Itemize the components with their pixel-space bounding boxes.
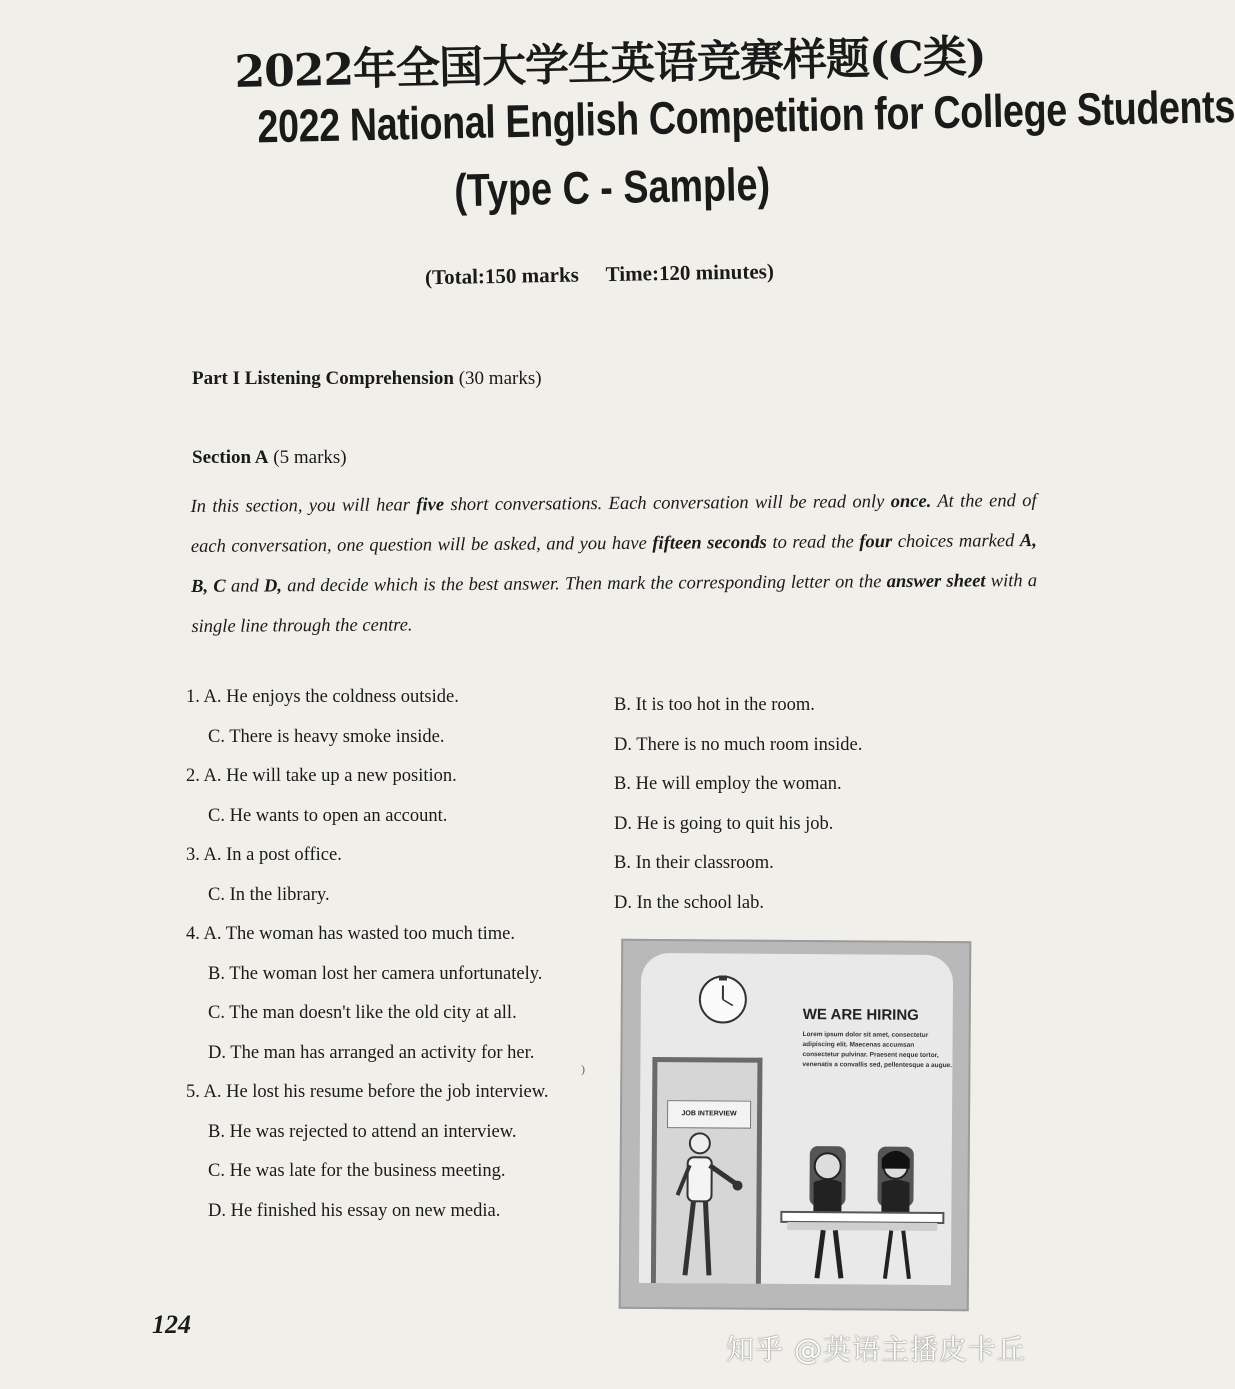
question-option: C. He was late for the business meeting. [208,1161,506,1181]
part-label: Part I Listening Comprehension [192,368,454,389]
instr-text: with a single line through the centre. [191,571,1038,637]
job-interview-illustration [619,939,972,1311]
section-instructions [190,481,1037,647]
question-option: C. He wants to open an account. [208,805,448,826]
source-watermark: 知乎 @英语主播皮卡丘 [726,1333,1026,1366]
question-option: B. The woman lost her camera unfortunately. [208,963,543,984]
section-marks: (5 marks) [273,447,347,468]
robot-figure-icon [665,1129,746,1280]
part-heading [192,368,542,390]
instr-text: to read the [766,532,860,553]
instr-bold: answer sheet [886,571,986,593]
question-option: D. In the school lab. [614,892,765,913]
questions-left-column [186,678,606,1231]
page-number: 124 [152,1310,191,1339]
questions-right-column [614,686,1014,923]
illustration-wall [639,953,953,1285]
title-english-subtitle: (Type C - Sample) [453,157,771,217]
time-limit: Time:120 minutes) [605,259,775,287]
question-option: C. In the library. [208,884,330,905]
clock-icon [697,973,749,1025]
door-sign: JOB INTERVIEW [667,1100,751,1129]
question-option: D. The man has arranged an activity for her. [208,1042,535,1063]
question-option: C. There is heavy smoke inside. [208,726,445,747]
question-option: D. He is going to quit his job. [614,813,834,834]
hiring-title: WE ARE HIRING [802,1006,919,1024]
title-english: 2022 National English Competition for College Students [256,79,1235,153]
question-option: 5. A. He lost his resume before the job interview. [186,1082,549,1102]
section-heading [192,447,347,469]
instr-text: At the end of each conversation, one question will be asked, and you have [190,491,1037,557]
instr-bold: fifteen seconds [652,532,767,554]
question-option: D. He finished his essay on new media. [208,1200,501,1221]
question-option: B. He was rejected to attend an interview. [208,1121,517,1142]
question-option: 4. A. The woman has wasted too much time. [186,924,516,944]
instr-bold: five [416,495,445,516]
exam-meta [425,259,796,290]
instr-bold: A, B, C [191,531,1037,597]
instr-text: and decide which is the best answer. Then mark the corresponding letter on the [281,572,887,597]
question-option: B. In their classroom. [614,853,774,873]
total-marks: (Total:150 marks [424,262,580,290]
interviewers-desk-icon [777,1140,948,1285]
question-option: 1. A. He enjoys the coldness outside. [186,687,459,707]
hiring-text: Lorem ipsum dolor sit amet, consectetur adipiscing elit. Maecenas accumsan consectetur pulvinar. Praesent neque tortor, venenatis a convallis sed, pellentesque a augue. [802,1031,953,1070]
question-option: 3. A. In a post office. [186,845,342,865]
page-mark: ) [581,1062,585,1076]
question-option: D. There is no much room inside. [614,734,863,755]
instr-text: In this section, you will hear [190,495,417,517]
instr-bold: D, [263,576,283,597]
question-option: C. The man doesn't like the old city at all. [208,1003,517,1023]
instr-text: short conversations. Each conversation will be read only [444,492,891,516]
instr-text: choices marked [892,531,1020,553]
part-marks: (30 marks) [458,368,542,389]
instr-bold: four [859,532,893,553]
instr-bold: once. [890,491,932,513]
instr-text: and [225,576,265,597]
title-chinese: 2022年全国大学生英语竞赛样题(C类) [234,31,987,98]
question-option: B. It is too hot in the room. [614,695,815,715]
question-option: B. He will employ the woman. [614,774,842,794]
question-option: 2. A. He will take up a new position. [186,766,457,786]
section-label: Section A [192,447,269,468]
